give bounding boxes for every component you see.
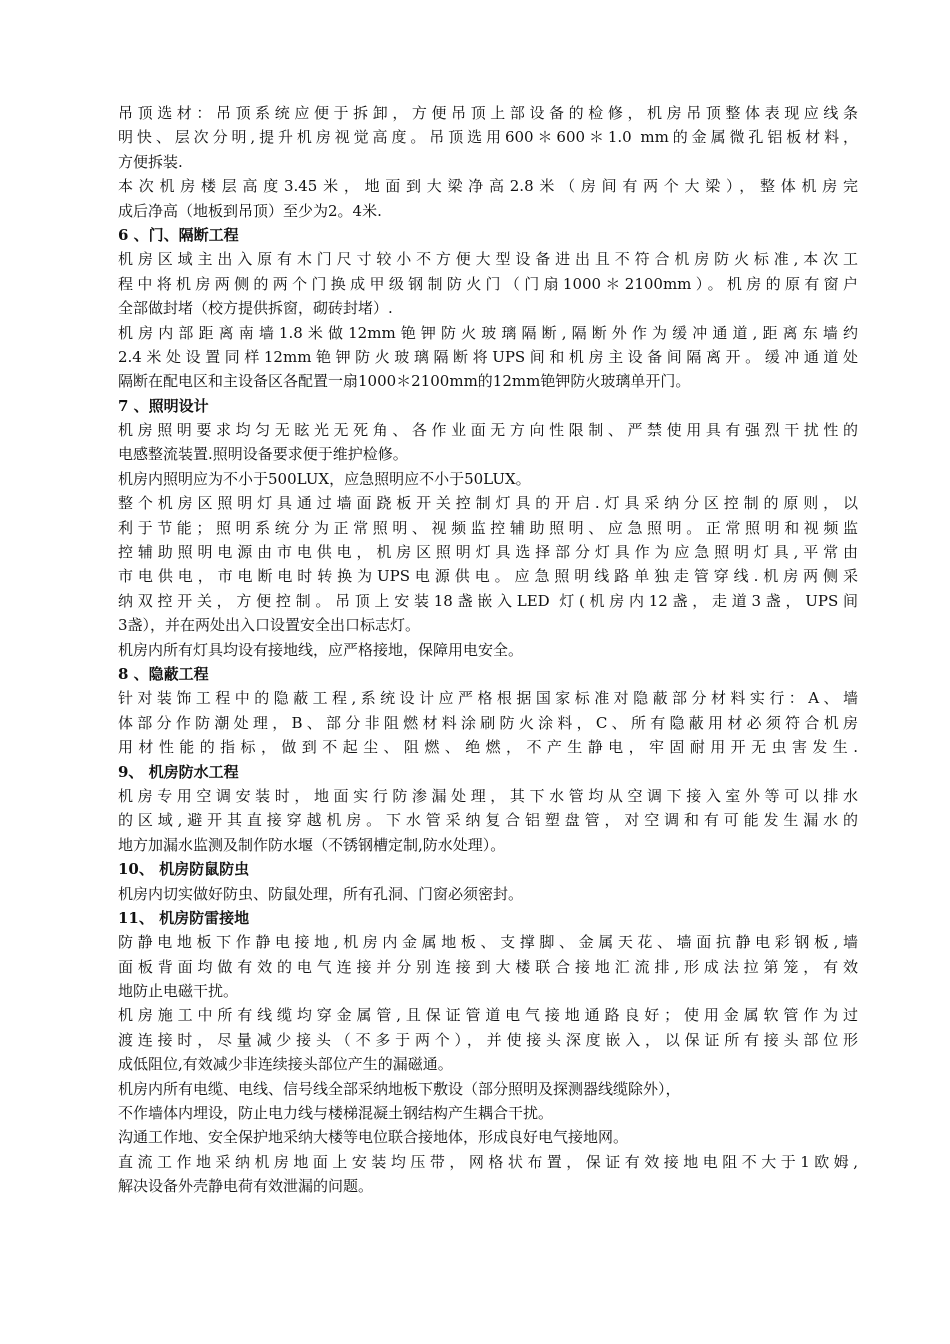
document-page [118,101,858,1199]
paragraph-line: 整个机房区照明灯具通过墙面跷板开关控制灯具的开启.灯具采纳分区控制的原则，以 [118,494,858,513]
paragraph-line: 机房专用空调安装时，地面实行防渗漏处理，其下水管均从空调下接入室外等可以排水 [118,786,858,805]
section-heading: 11、 机房防雷接地 [118,908,250,927]
paragraph-line: 方便拆装. [118,152,183,171]
paragraph-line: 全部做封堵（校方提供拆窗，砌砖封堵）. [118,299,393,318]
paragraph-line: 机房内所有灯具均设有接地线，应严格接地，保障用电安全。 [118,640,524,659]
paragraph-line: 电感整流装置.照明设备要求便于维护检修。 [118,445,408,464]
paragraph-line: 地防止电磁干扰。 [118,982,239,1001]
section-heading: 6 、门、隔断工程 [118,225,239,244]
paragraph-line: 市电供电，市电断电时转换为UPS电源供电。应急照明线路单独走管穿线.机房两侧采 [118,567,858,586]
paragraph-line: 体部分作防潮处理，B、部分非阻燃材料涂刷防火涂料，C、所有隐蔽用材必须符合机房 [118,713,858,732]
paragraph-line: 地方加漏水监测及制作防水堰（不锈钢槽定制,防水处理）。 [118,835,506,854]
paragraph-line: 成低阻位,有效减少非连续接头部位产生的漏磁通。 [118,1055,453,1074]
paragraph-line: 防静电地板下作静电接地,机房内金属地板、支撑脚、金属天花、墙面抗静电彩钢板,墙 [118,933,858,952]
paragraph-line: 机房照明要求均匀无眩光无死角、各作业面无方向性限制、严禁使用具有强烈干扰性的 [118,421,858,440]
paragraph-line: 解决设备外壳静电荷有效泄漏的问题。 [118,1177,374,1196]
paragraph-line: 明快、层次分明,提升机房视觉高度。吊顶选用600＊600＊1.0 mm的金属微孔铝板材料， [118,128,858,147]
paragraph-line: 用材性能的指标，做到不起尘、阻燃、绝燃，不产生静电，牢固耐用开无虫害发生. [118,738,858,757]
paragraph-line: 渡连接时，尽量减少接头（不多于两个），并使接头深度嵌入，以保证所有接头部位形 [118,1030,858,1049]
section-heading: 9、 机房防水工程 [118,762,239,781]
section-heading: 10、 机房防鼠防虫 [118,860,250,879]
paragraph-line: 直流工作地采纳机房地面上安装均压带，网格状布置，保证有效接地电阻不大于1欧姆, [118,1152,858,1171]
paragraph-line: 面板背面均做有效的电气连接并分别连接到大楼联合接地汇流排,形成法拉第笼，有效 [118,957,858,976]
paragraph-line: 控辅助照明电源由市电供电，机房区照明灯具选择部分灯具作为应急照明灯具,平常由 [118,543,858,562]
paragraph-line: 隔断在配电区和主设备区各配置一扇1000＊2100mm的12mm铯钾防火玻璃单开门。 [118,372,691,391]
paragraph-line: 机房内所有电缆、电线、信号线全部采纳地板下敷设（部分照明及探测器线缆除外）， [118,1079,681,1098]
section-heading: 7 、照明设计 [118,396,209,415]
paragraph-line: 机房内切实做好防虫、防鼠处理，所有孔洞、门窗必须密封。 [118,884,524,903]
paragraph-line: 不作墙体内埋设，防止电力线与楼梯混凝土钢结构产生耦合干扰。 [118,1104,554,1123]
paragraph-line: 沟通工作地、安全保护地采纳大楼等电位联合接地体，形成良好电气接地网。 [118,1128,629,1147]
paragraph-line: 的区域,避开其直接穿越机房。下水管采纳复合铝塑盘管，对空调和有可能发生漏水的 [118,811,858,830]
paragraph-line: 3盏），并在两处出入口设置安全出口标志灯。 [118,616,421,635]
paragraph-line: 成后净高（地板到吊顶）至少为2。4米. [118,201,382,220]
paragraph-line: 程中将机房两侧的两个门换成甲级钢制防火门（门扇1000＊2100mm）。机房的原有窗户 [118,274,858,293]
paragraph-line: 机房内照明应为不小于500LUX，应急照明应不小于50LUX。 [118,469,531,488]
paragraph-line: 机房区域主出入原有木门尺寸较小不方便大型设备进出且不符合机房防火标准,本次工 [118,250,858,269]
paragraph-line: 本次机房楼层高度3.45米，地面到大梁净高2.8米（房间有两个大梁），整体机房完 [118,177,858,196]
paragraph-line: 吊顶选材：吊顶系统应便于拆卸，方便吊顶上部设备的检修，机房吊顶整体表现应线条 [118,104,858,122]
paragraph-line: 2.4米处设置同样12mm铯钾防火玻璃隔断将UPS间和机房主设备间隔离开。缓冲通道处 [118,347,858,366]
paragraph-line: 纳双控开关，方便控制。吊顶上安装18盏嵌入LED 灯(机房内12盏，走道3盏，UPS间 [118,591,858,610]
paragraph-line: 针对装饰工程中的隐蔽工程,系统设计应严格根据国家标准对隐蔽部分材料实行：A、墙 [118,689,858,708]
paragraph-line: 机房内部距离南墙1.8米做12mm铯钾防火玻璃隔断,隔断外作为缓冲通道,距离东墙约 [118,323,858,342]
paragraph-line: 机房施工中所有线缆均穿金属管,且保证管道电气接地通路良好；使用金属软管作为过 [118,1006,858,1025]
paragraph-line: 利于节能；照明系统分为正常照明、视频监控辅助照明、应急照明。正常照明和视频监 [118,518,858,537]
section-heading: 8 、隐蔽工程 [118,664,209,683]
